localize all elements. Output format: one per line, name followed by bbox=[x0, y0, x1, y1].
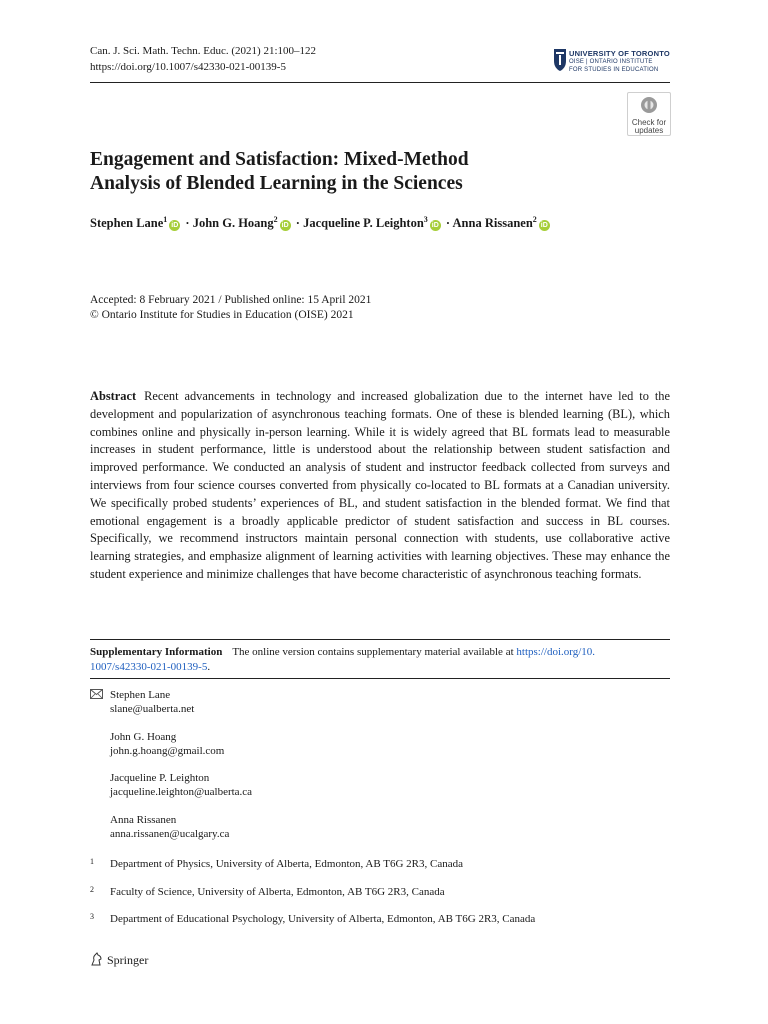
supplementary-trail: . bbox=[207, 661, 211, 673]
orcid-icon[interactable]: iD bbox=[281, 222, 289, 230]
contact-block bbox=[110, 771, 252, 799]
affiliation-item bbox=[90, 910, 535, 926]
supplementary-bottom-rule bbox=[90, 678, 670, 679]
abstract bbox=[90, 388, 670, 584]
contact-name: Jacqueline P. Leighton bbox=[110, 772, 210, 784]
orcid-icon[interactable]: iD bbox=[431, 222, 439, 230]
orcid-icon[interactable]: iD bbox=[171, 222, 179, 230]
check-label-bottom: updates bbox=[634, 126, 664, 135]
affiliation-item bbox=[90, 855, 463, 871]
author-name[interactable]: Stephen Lane bbox=[90, 216, 164, 231]
contact-email[interactable]: anna.rissanen@ucalgary.ca bbox=[110, 828, 230, 840]
shield-icon bbox=[553, 48, 567, 72]
logo-line-1: UNIVERSITY OF TORONTO bbox=[569, 49, 670, 58]
contact-name: Anna Rissanen bbox=[110, 814, 177, 826]
author-name[interactable]: Jacqueline P. Leighton bbox=[303, 216, 424, 231]
title-line-1: Engagement and Satisfaction: Mixed-Method bbox=[90, 149, 469, 170]
check-label-top: Check for bbox=[631, 118, 667, 127]
contact-email[interactable]: john.g.hoang@gmail.com bbox=[110, 745, 225, 757]
copyright-line: © Ontario Institute for Studies in Education (OISE) 2021 bbox=[90, 309, 354, 321]
logo-line-3: FOR STUDIES IN EDUCATION bbox=[569, 67, 659, 73]
supplementary-top-rule bbox=[90, 639, 670, 640]
author-separator: · bbox=[442, 216, 453, 231]
paper-title bbox=[90, 148, 650, 196]
contact-name: Stephen Lane bbox=[110, 689, 171, 701]
check-for-updates-button[interactable] bbox=[627, 92, 671, 136]
contact-block bbox=[110, 730, 224, 758]
header-rule bbox=[90, 82, 670, 83]
author-affil-sup: 3 bbox=[423, 215, 428, 224]
supplementary-label: Supplementary Information bbox=[90, 646, 223, 658]
author-affil-sup: 2 bbox=[273, 215, 278, 224]
springer-horse-icon bbox=[90, 952, 103, 966]
orcid-icon[interactable]: iD bbox=[540, 222, 548, 230]
supplementary-link-part-1[interactable]: https://doi.org/10. bbox=[516, 646, 596, 658]
affiliation-text: Department of Educational Psychology, University of Alberta, Edmonton, AB T6G 2R3, Canada bbox=[110, 913, 536, 925]
title-line-2: Analysis of Blended Learning in the Sciences bbox=[90, 173, 463, 194]
supplementary-text: The online version contains supplementary material available at bbox=[232, 646, 517, 658]
journal-citation: Can. J. Sci. Math. Techn. Educ. (2021) 21:100–122 bbox=[90, 45, 317, 57]
contact-email[interactable]: jacqueline.leighton@ualberta.ca bbox=[110, 786, 253, 798]
affiliation-number: 2 bbox=[90, 885, 94, 894]
affiliation-text: Faculty of Science, University of Alberta, Edmonton, AB T6G 2R3, Canada bbox=[110, 886, 445, 898]
author-affil-sup: 2 bbox=[532, 215, 537, 224]
publication-dates: Accepted: 8 February 2021 / Published online: 15 April 2021 bbox=[90, 294, 372, 306]
author-name[interactable]: Anna Rissanen bbox=[452, 216, 533, 231]
affiliation-item bbox=[90, 883, 445, 899]
publisher-footer bbox=[90, 952, 148, 968]
article-doi[interactable]: https://doi.org/10.1007/s42330-021-00139-5 bbox=[90, 61, 286, 73]
contact-block bbox=[110, 688, 194, 716]
abstract-text: Recent advancements in technology and increased globalization due to the internet have led to the development and popularization of asynchronous teaching formats. One of these is blended learning (BL), which combines online and physically in-person learning. While it is widely agreed that BL formats lead to measurable increases in student performance, little is understood about the relationship between student satisfaction and improved performance. We conducted an analysis of student and instructor feedback collected from surveys and interviews from four science courses converted from physically co-located to BL formats at a Canadian university. We specifically probed students’ experiences of BL, and student satisfaction in the blended format. We find that emotional engagement is a broadly applicable predictor of student satisfaction and success in BL courses. Specifically, we recommend instructors maintain personal connection with students, use collaborative active learning strategies, and emphasize alignment of learning activities with learning objectives. These may enhance the student experience and minimize challenges that have become characteristic of asynchronous teaching formats. bbox=[90, 389, 670, 581]
author-list bbox=[90, 215, 552, 231]
author-name[interactable]: John G. Hoang bbox=[192, 216, 274, 231]
author-separator: · bbox=[292, 216, 304, 231]
publisher-name: Springer bbox=[107, 953, 149, 967]
affiliation-number: 3 bbox=[90, 912, 94, 921]
contact-email[interactable]: slane@ualberta.net bbox=[110, 703, 195, 715]
affiliation-text: Department of Physics, University of Alberta, Edmonton, AB T6G 2R3, Canada bbox=[110, 858, 463, 870]
contact-block bbox=[110, 813, 229, 841]
logo-line-2: OISE | ONTARIO INSTITUTE bbox=[569, 59, 653, 65]
supplementary-info bbox=[90, 645, 670, 675]
envelope-icon bbox=[90, 689, 103, 699]
update-check-icon bbox=[640, 96, 658, 114]
author-affil-sup: 1 bbox=[163, 215, 168, 224]
university-logo bbox=[553, 46, 673, 80]
affiliation-number: 1 bbox=[90, 857, 94, 866]
abstract-label: Abstract bbox=[90, 389, 137, 403]
supplementary-link-part-2[interactable]: 1007/s42330-021-00139-5 bbox=[90, 661, 208, 673]
publication-meta bbox=[90, 293, 371, 323]
author-separator: · bbox=[182, 216, 193, 231]
contact-name: John G. Hoang bbox=[110, 731, 177, 743]
